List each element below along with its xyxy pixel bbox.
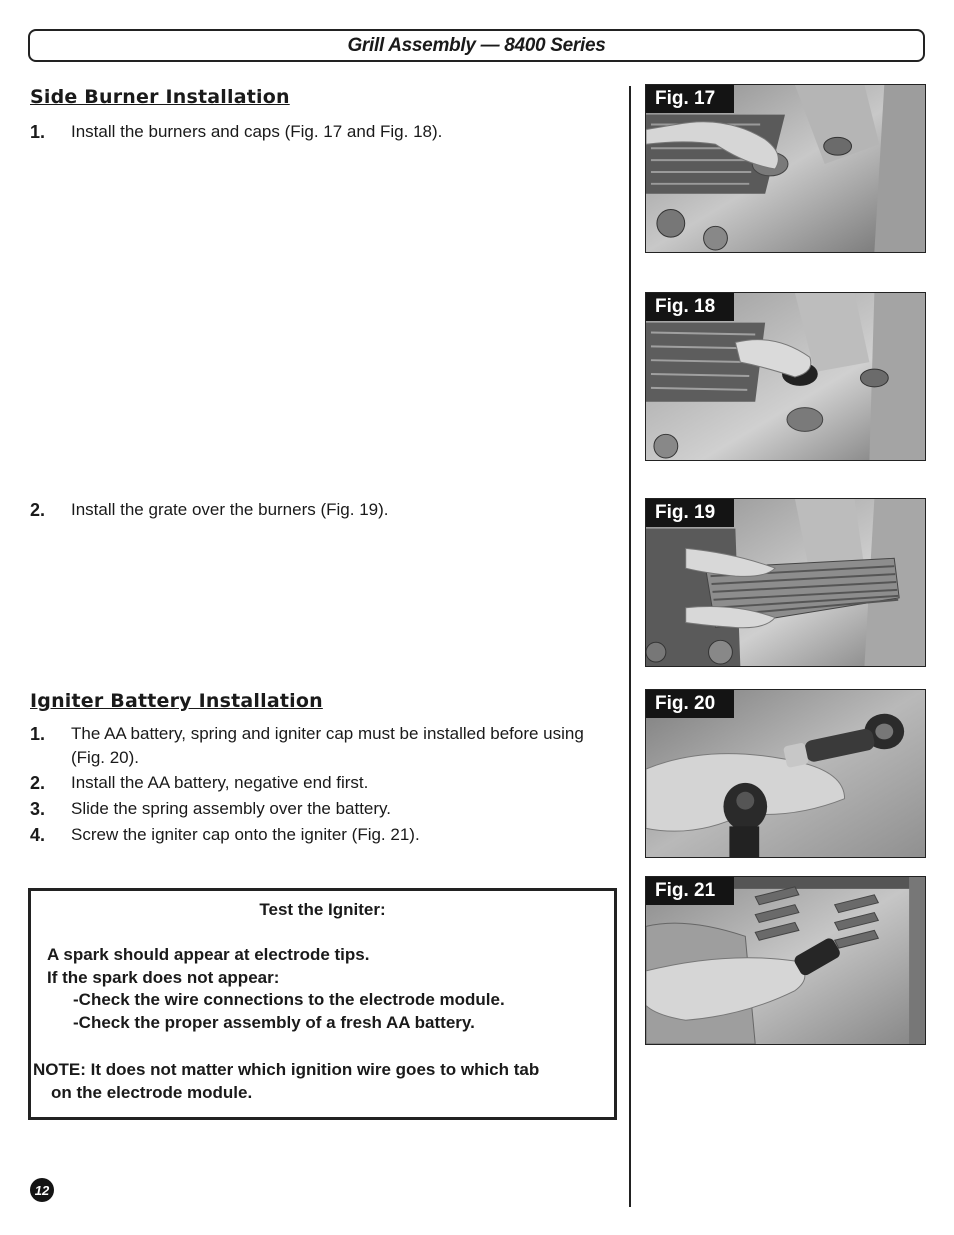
step-number: 1.: [30, 724, 46, 744]
page-number-text: 12: [34, 1182, 50, 1198]
step-text: Install the burners and caps (Fig. 17 and Fig. 18).: [71, 122, 443, 141]
step-number: 3.: [30, 799, 46, 819]
figure-label: Fig. 19: [646, 499, 734, 527]
igniter-step-4: [30, 823, 610, 847]
test-box-title: Test the Igniter:: [259, 900, 386, 919]
igniter-battery-heading: Igniter Battery Installation: [30, 690, 323, 712]
test-box-check: -Check the proper assembly of a fresh AA battery.: [73, 1013, 475, 1032]
figure-label: Fig. 18: [646, 293, 734, 321]
figure-17: [645, 84, 926, 253]
igniter-step-3: [30, 797, 610, 821]
step-text: The AA battery, spring and igniter cap must be installed before using (Fig. 20).: [71, 724, 584, 767]
header-title: Grill Assembly — 8400 Series: [347, 34, 606, 56]
figure-label: Fig. 20: [646, 690, 734, 718]
step-number: 2.: [30, 500, 46, 520]
side-burner-step-2: [30, 498, 610, 522]
test-box-note: on the electrode module.: [51, 1083, 253, 1102]
step-text: Slide the spring assembly over the battery.: [71, 799, 392, 818]
figure-18: [645, 292, 926, 461]
igniter-step-1: [30, 722, 610, 770]
figure-20: [645, 689, 926, 858]
test-box-line: A spark should appear at electrode tips.: [47, 945, 370, 964]
column-divider: [629, 86, 631, 1207]
figure-21: [645, 876, 926, 1045]
step-text: Screw the igniter cap onto the igniter (Fig. 21).: [71, 825, 420, 844]
step-number: 1.: [30, 122, 46, 142]
side-burner-heading: Side Burner Installation: [30, 86, 290, 108]
step-number: 2.: [30, 773, 46, 793]
igniter-step-2: [30, 771, 610, 795]
page-number: [30, 1178, 54, 1202]
test-box-check: -Check the wire connections to the electrode module.: [73, 990, 505, 1009]
step-text: Install the AA battery, negative end first.: [71, 773, 369, 792]
figure-label: Fig. 21: [646, 877, 734, 905]
page-header: [28, 29, 925, 62]
figure-19: [645, 498, 926, 667]
figure-label: Fig. 17: [646, 85, 734, 113]
test-box-line: If the spark does not appear:: [47, 968, 280, 987]
test-igniter-box: [28, 888, 617, 1120]
step-text: Install the grate over the burners (Fig. 19).: [71, 500, 389, 519]
step-number: 4.: [30, 825, 46, 845]
test-box-note: NOTE: It does not matter which ignition wire goes to which tab: [33, 1060, 540, 1079]
side-burner-step-1: [30, 120, 610, 144]
